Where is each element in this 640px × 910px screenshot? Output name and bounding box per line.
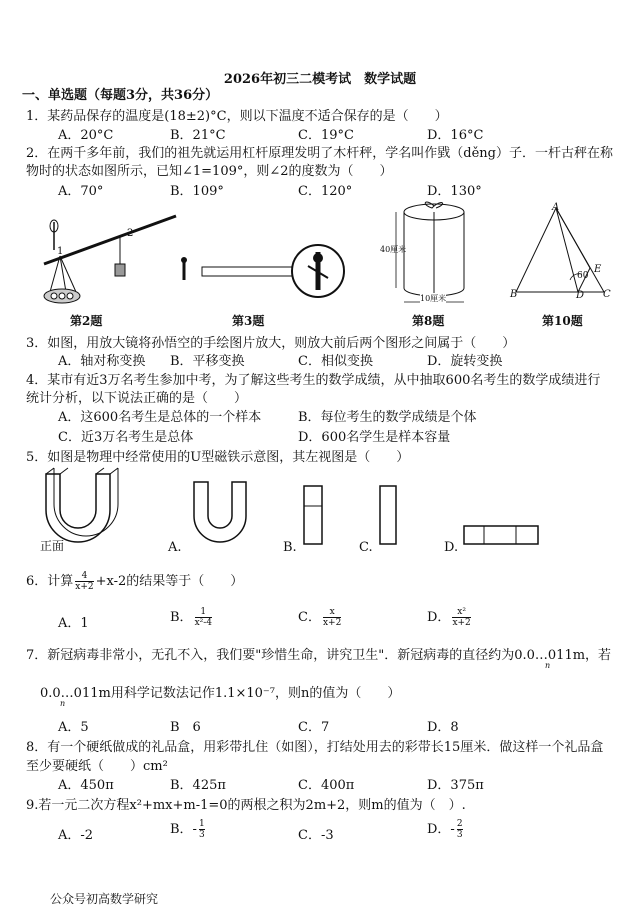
q4-option-d: D．600名学生是样本容量	[298, 430, 451, 445]
q2-option-b: B．109°	[170, 184, 224, 199]
q9-option-a: A．-2	[58, 828, 94, 843]
q7-option-b: B 6	[170, 720, 201, 735]
fig10-label-c: C	[603, 289, 611, 300]
fig10-label-d: D	[576, 290, 585, 301]
question-1-stem: 1．某药品保存的温度是(18±2)°C，则以下温度不适合保存的是（ ）	[26, 109, 448, 124]
q6-c-fraction	[323, 607, 341, 628]
q9-b-fraction	[199, 819, 205, 840]
caption-fig-10: 第10题	[542, 314, 583, 328]
question-4-stem-line2: 统计分析，以下说法正确的是（ ）	[26, 391, 248, 406]
q8-option-d: D．375π	[427, 778, 484, 793]
q5-option-b-shape	[302, 484, 326, 548]
question-5-stem: 5．如图是物理中经常使用的U型磁铁示意图，其左视图是（ ）	[26, 450, 410, 465]
q6-option-d	[427, 606, 473, 628]
q4-option-b: B．每位考生的数学成绩是个体	[298, 410, 477, 425]
q4-option-c: C．近3万名考生是总体	[58, 430, 194, 445]
q9-d-prefix: D．-	[427, 822, 455, 837]
q6-option-c	[298, 606, 343, 628]
q1-option-a: A．20°C	[58, 128, 114, 143]
q7-option-d: D．8	[427, 720, 459, 735]
q6-option-b	[170, 606, 214, 628]
q6-d-den: x+2	[452, 618, 471, 628]
caption-fig-3: 第3题	[232, 314, 265, 328]
question-9-stem: 9.若一元二次方程x²+mx+m-1=0的两根之积为2m+2，则m的值为（ ）.	[26, 798, 466, 813]
q5-option-d: D.	[444, 540, 459, 555]
q8-option-a: A．450π	[58, 778, 114, 793]
q3-option-d: D．旋转变换	[427, 354, 503, 369]
figure-u-magnet	[40, 466, 120, 544]
q5-option-b: B.	[283, 540, 297, 555]
q8-option-c: C．400π	[298, 778, 355, 793]
q3-option-c: C．相似变换	[298, 354, 373, 369]
q6-fraction	[75, 571, 93, 592]
q6-c-den: x+2	[322, 618, 342, 628]
fig10-label-a: A	[552, 202, 560, 213]
q6-b-prefix: B．	[170, 610, 193, 625]
q9-option-d	[427, 818, 465, 840]
q6-b-den: x²-4	[194, 618, 213, 628]
question-7-stem-line1: 7．新冠病毒非常小，无孔不入，我们要"珍惜生命，讲究卫生"．新冠病毒的直径约为0.0…011m，若	[26, 648, 612, 663]
q6-c-prefix: C．	[298, 610, 321, 625]
figure-steelyard	[36, 212, 186, 312]
q3-option-a: A．轴对称变换	[58, 354, 146, 369]
q5-option-c: C.	[359, 540, 373, 555]
fig10-angle-label: 60	[577, 271, 589, 281]
fig2-angle-2: 2	[127, 228, 134, 239]
q5-option-a: A.	[168, 540, 182, 555]
q6-d-num: x²	[452, 607, 470, 618]
caption-fig-2: 第2题	[70, 314, 103, 328]
q7-n-marker-2: n	[60, 699, 66, 708]
fig8-width-label: 10厘米	[420, 294, 447, 303]
q6-c-num: x	[323, 607, 341, 618]
q5-front-label: 正面	[40, 539, 65, 553]
section-heading: 一、单选题（每题3分，共36分）	[22, 88, 219, 103]
caption-fig-8: 第8题	[412, 314, 445, 328]
question-4-stem-line1: 4．某市有近3万名考生参加中考，为了解这些考生的数学成绩，从中抽取600名考生的数学成绩进行	[26, 373, 601, 388]
q7-n-marker-1: n	[545, 661, 551, 670]
q9-b-num: 1	[198, 819, 205, 829]
question-2-stem-line1: 2．在两千多年前，我们的祖先就运用杠杆原理发明了木杆秤，学名叫作戥（děng）子．一杆古秤在称	[26, 146, 613, 161]
fig10-label-b: B	[510, 289, 518, 300]
figure-magnifier	[170, 240, 350, 310]
figure-triangle	[506, 200, 616, 300]
q1-option-c: C．19°C	[298, 128, 354, 143]
footer-watermark: 公众号初高数学研究	[50, 892, 159, 906]
q9-d-num: 2	[456, 819, 463, 829]
q7-option-a: A．5	[58, 720, 89, 735]
q2-option-d: D．130°	[427, 184, 482, 199]
q1-option-d: D．16°C	[427, 128, 484, 143]
q6-frac-numerator: 4	[75, 571, 93, 582]
q6-stem-suffix: +x-2的结果等于（ ）	[95, 574, 244, 589]
question-8-stem-line2: 至少要硬纸（ ）cm²	[26, 759, 168, 774]
q6-frac-denominator: x+2	[75, 582, 94, 592]
page-title: 2026年初三二模考试 数学试题	[223, 72, 417, 87]
question-3-stem: 3．如图，用放大镜将孙悟空的手绘图片放大，则放大前后两个图形之间属于（ ）	[26, 336, 516, 351]
q7-option-c: C．7	[298, 720, 330, 735]
fig2-angle-1: 1	[57, 246, 64, 257]
q9-option-c: C．-3	[298, 828, 334, 843]
question-8-stem-line1: 8．有一个硬纸做成的礼品盒，用彩带扎住（如图），打结处用去的彩带长15厘米．做这样一个礼品盒	[26, 740, 604, 755]
fig10-label-e: E	[594, 264, 602, 275]
q4-option-a: A．这600名考生是总体的一个样本	[58, 410, 262, 425]
q9-b-den: 3	[198, 830, 205, 840]
q5-option-a-shape	[190, 480, 250, 546]
fig8-height-label: 40厘米	[380, 245, 407, 254]
q9-option-b	[170, 818, 207, 840]
q6-d-fraction	[452, 607, 470, 628]
q5-option-d-shape	[462, 524, 542, 548]
q9-d-fraction	[457, 819, 463, 840]
q6-b-num: 1	[195, 607, 212, 618]
q2-option-a: A．70°	[58, 184, 104, 199]
q9-d-den: 3	[456, 830, 463, 840]
q6-d-prefix: D．	[427, 610, 451, 625]
q9-b-prefix: B．-	[170, 822, 197, 837]
q6-option-a: A．1	[58, 616, 89, 631]
question-2-stem-line2: 物时的状态如图所示，已知∠1=109°，则∠2的度数为（ ）	[26, 164, 393, 179]
q3-option-b: B．平移变换	[170, 354, 245, 369]
q1-option-b: B．21°C	[170, 128, 226, 143]
q6-stem-prefix: 6．计算	[26, 574, 74, 589]
q8-option-b: B．425π	[170, 778, 226, 793]
q6-b-fraction	[195, 607, 212, 628]
question-6-stem	[26, 570, 243, 592]
q5-option-c-shape	[378, 484, 402, 548]
q2-option-c: C．120°	[298, 184, 353, 199]
question-7-stem-line2: 0.0…011m用科学记数法记作1.1×10⁻⁷，则n的值为（ ）	[40, 686, 401, 701]
